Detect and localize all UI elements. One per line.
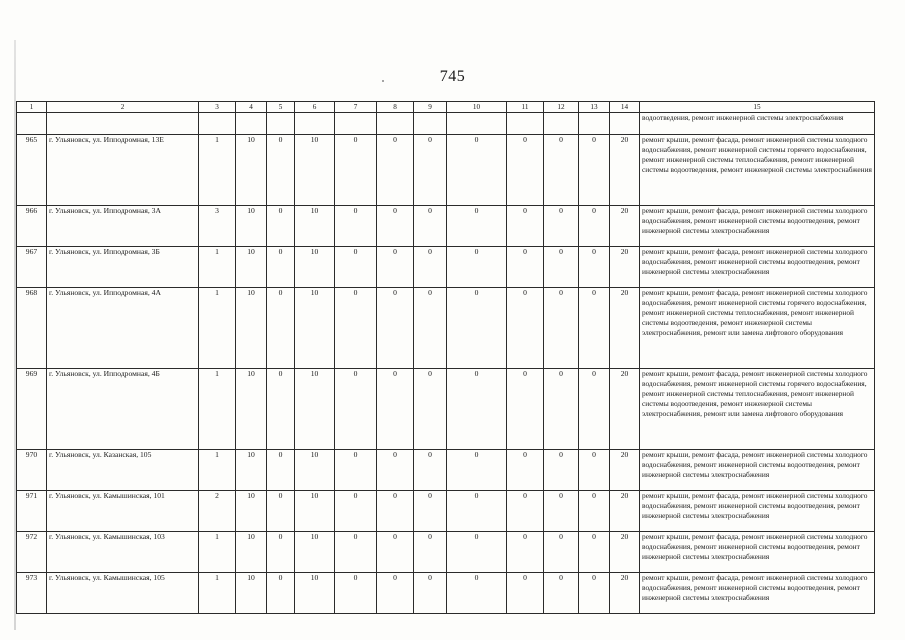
value-cell-c6: 10 xyxy=(295,450,335,491)
header-cell: 2 xyxy=(47,102,199,113)
header-cell: 12 xyxy=(544,102,579,113)
value-cell-c7: 0 xyxy=(335,369,377,450)
value-cell-c7: 0 xyxy=(335,491,377,532)
value-cell-c11: 0 xyxy=(507,369,544,450)
value-cell-c13: 0 xyxy=(579,532,610,573)
works-cell: ремонт крыши, ремонт фасада, ремонт инженерной системы холодного водоснабжения, ремонт инженерной системы водоотведения, ремонт инженерной системы электроснабжения xyxy=(640,573,875,614)
row-number: 968 xyxy=(17,288,47,369)
works-cell: ремонт крыши, ремонт фасада, ремонт инженерной системы холодного водоснабжения, ремонт инженерной системы горячего водоснабжения, ремонт инженерной системы теплоснабжения, ремонт инженерной системы водоотведения, ремонт инженерной системы электроснабжения xyxy=(640,135,875,206)
value-cell-c3: 2 xyxy=(199,491,236,532)
header-cell: 13 xyxy=(579,102,610,113)
value-cell-c11: 0 xyxy=(507,135,544,206)
column-number-header xyxy=(17,102,875,113)
address-cell: г. Ульяновск, ул. Казанская, 105 xyxy=(47,450,199,491)
works-cell: ремонт крыши, ремонт фасада, ремонт инженерной системы холодного водоснабжения, ремонт инженерной системы водоотведения, ремонт инженерной системы электроснабжения xyxy=(640,206,875,247)
works-cell: ремонт крыши, ремонт фасада, ремонт инженерной системы холодного водоснабжения, ремонт инженерной системы водоотведения, ремонт инженерной системы электроснабжения xyxy=(640,450,875,491)
row-number: 972 xyxy=(17,532,47,573)
value-cell-c5: 0 xyxy=(267,491,295,532)
value-cell-c3: 1 xyxy=(199,532,236,573)
value-cell-c4: 10 xyxy=(236,573,267,614)
value-cell-c6: 10 xyxy=(295,135,335,206)
row-number: 973 xyxy=(17,573,47,614)
value-cell-c6: 10 xyxy=(295,206,335,247)
value-cell-c13: 0 xyxy=(579,247,610,288)
value-cell-c5: 0 xyxy=(267,532,295,573)
value-cell-c11: 0 xyxy=(507,288,544,369)
row-number: 971 xyxy=(17,491,47,532)
header-cell: 8 xyxy=(377,102,414,113)
value-cell-c14: 20 xyxy=(610,288,640,369)
value-cell-c12: 0 xyxy=(544,135,579,206)
value-cell-c4: 10 xyxy=(236,206,267,247)
value-cell-c9: 0 xyxy=(414,573,447,614)
value-cell-c13: 0 xyxy=(579,369,610,450)
row-number: 966 xyxy=(17,206,47,247)
header-cell: 10 xyxy=(447,102,507,113)
value-cell-c8: 0 xyxy=(377,573,414,614)
value-cell-c4: 10 xyxy=(236,491,267,532)
value-cell-c13: 0 xyxy=(579,491,610,532)
header-cell: 3 xyxy=(199,102,236,113)
repair-program-table xyxy=(16,101,875,614)
value-cell-c9: 0 xyxy=(414,532,447,573)
value-cell-c9: 0 xyxy=(414,247,447,288)
header-cell: 9 xyxy=(414,102,447,113)
value-cell-c3: 1 xyxy=(199,450,236,491)
value-cell-c10: 0 xyxy=(447,369,507,450)
value-cell-c10: 0 xyxy=(447,491,507,532)
value-cell-c4: 10 xyxy=(236,369,267,450)
value-cell-c11: 0 xyxy=(507,491,544,532)
works-cell: ремонт крыши, ремонт фасада, ремонт инженерной системы холодного водоснабжения, ремонт инженерной системы водоотведения, ремонт инженерной системы электроснабжения xyxy=(640,532,875,573)
row-number: 967 xyxy=(17,247,47,288)
value-cell-c9: 0 xyxy=(414,135,447,206)
value-cell-c14: 20 xyxy=(610,369,640,450)
value-cell-c3: 1 xyxy=(199,573,236,614)
header-cell: 14 xyxy=(610,102,640,113)
value-cell-c6: 10 xyxy=(295,491,335,532)
address-cell: г. Ульяновск, ул. Камышинская, 101 xyxy=(47,491,199,532)
value-cell-c13: 0 xyxy=(579,450,610,491)
value-cell-c4: 10 xyxy=(236,135,267,206)
header-cell: 5 xyxy=(267,102,295,113)
value-cell-c7: 0 xyxy=(335,135,377,206)
header-cell: 15 xyxy=(640,102,875,113)
value-cell-c8: 0 xyxy=(377,206,414,247)
row-number: 969 xyxy=(17,369,47,450)
row-number: 965 xyxy=(17,135,47,206)
value-cell-c12: 0 xyxy=(544,491,579,532)
value-cell-c3: 1 xyxy=(199,135,236,206)
value-cell-c10: 0 xyxy=(447,573,507,614)
value-cell-c12: 0 xyxy=(544,247,579,288)
value-cell-c13: 0 xyxy=(579,135,610,206)
address-cell: г. Ульяновск, ул. Камышинская, 105 xyxy=(47,573,199,614)
works-cell: ремонт крыши, ремонт фасада, ремонт инженерной системы холодного водоснабжения, ремонт инженерной системы водоотведения, ремонт инженерной системы электроснабжения xyxy=(640,491,875,532)
page-number: 745 xyxy=(439,68,466,85)
value-cell-c11: 0 xyxy=(507,532,544,573)
value-cell-c11: 0 xyxy=(507,573,544,614)
value-cell-c13: 0 xyxy=(579,573,610,614)
address-cell: г. Ульяновск, ул. Ипподромная, 3А xyxy=(47,206,199,247)
row-number: 970 xyxy=(17,450,47,491)
value-cell-c5: 0 xyxy=(267,247,295,288)
value-cell-c10: 0 xyxy=(447,450,507,491)
value-cell-c5: 0 xyxy=(267,206,295,247)
table-row xyxy=(17,135,875,206)
value-cell-c7: 0 xyxy=(335,288,377,369)
value-cell-c14: 20 xyxy=(610,206,640,247)
value-cell-c14: 20 xyxy=(610,450,640,491)
value-cell-c12: 0 xyxy=(544,288,579,369)
header-cell: 11 xyxy=(507,102,544,113)
works-cell: ремонт крыши, ремонт фасада, ремонт инженерной системы холодного водоснабжения, ремонт инженерной системы горячего водоснабжения, ремонт инженерной системы теплоснабжения, ремонт инженерной системы водоотведения, ремонт инженерной системы электроснабжения, ремонт или замена лифтового оборудования xyxy=(640,369,875,450)
works-cell: водоотведения, ремонт инженерной системы электроснабжения xyxy=(640,113,875,135)
value-cell-c8: 0 xyxy=(377,288,414,369)
value-cell-c7: 0 xyxy=(335,247,377,288)
value-cell-c4: 10 xyxy=(236,288,267,369)
value-cell-c14: 20 xyxy=(610,491,640,532)
address-cell: г. Ульяновск, ул. Ипподромная, 3Б xyxy=(47,247,199,288)
value-cell-c9: 0 xyxy=(414,206,447,247)
value-cell-c10: 0 xyxy=(447,532,507,573)
table-row xyxy=(17,532,875,573)
value-cell-c7: 0 xyxy=(335,532,377,573)
value-cell-c8: 0 xyxy=(377,532,414,573)
value-cell-c7: 0 xyxy=(335,573,377,614)
value-cell-c12: 0 xyxy=(544,369,579,450)
table-row xyxy=(17,288,875,369)
address-cell: г. Ульяновск, ул. Ипподромная, 13Е xyxy=(47,135,199,206)
value-cell-c4: 10 xyxy=(236,532,267,573)
table-row xyxy=(17,206,875,247)
value-cell-c8: 0 xyxy=(377,135,414,206)
value-cell-c11: 0 xyxy=(507,450,544,491)
scan-speck xyxy=(382,80,384,82)
header-cell: 6 xyxy=(295,102,335,113)
header-cell: 1 xyxy=(17,102,47,113)
value-cell-c6: 10 xyxy=(295,532,335,573)
header-cell: 7 xyxy=(335,102,377,113)
value-cell-c14: 20 xyxy=(610,573,640,614)
value-cell-c10: 0 xyxy=(447,206,507,247)
value-cell-c3: 1 xyxy=(199,247,236,288)
value-cell-c11: 0 xyxy=(507,206,544,247)
table-row xyxy=(17,369,875,450)
table-row xyxy=(17,491,875,532)
value-cell-c7: 0 xyxy=(335,206,377,247)
works-cell: ремонт крыши, ремонт фасада, ремонт инженерной системы холодного водоснабжения, ремонт инженерной системы водоотведения, ремонт инженерной системы электроснабжения xyxy=(640,247,875,288)
works-cell: ремонт крыши, ремонт фасада, ремонт инженерной системы холодного водоснабжения, ремонт инженерной системы горячего водоснабжения, ремонт инженерной системы теплоснабжения, ремонт инженерной системы водоотведения, ремонт инженерной системы электроснабжения, ремонт или замена лифтового оборудования xyxy=(640,288,875,369)
address-cell: г. Ульяновск, ул. Ипподромная, 4А xyxy=(47,288,199,369)
value-cell-c8: 0 xyxy=(377,369,414,450)
value-cell-c7: 0 xyxy=(335,450,377,491)
value-cell-c6: 10 xyxy=(295,369,335,450)
value-cell-c8: 0 xyxy=(377,247,414,288)
table-row xyxy=(17,247,875,288)
table-row xyxy=(17,573,875,614)
value-cell-c6: 10 xyxy=(295,247,335,288)
value-cell-c10: 0 xyxy=(447,247,507,288)
value-cell-c9: 0 xyxy=(414,491,447,532)
address-cell: г. Ульяновск, ул. Камышинская, 103 xyxy=(47,532,199,573)
value-cell-c10: 0 xyxy=(447,288,507,369)
value-cell-c3: 1 xyxy=(199,369,236,450)
value-cell-c4: 10 xyxy=(236,450,267,491)
header-cell: 4 xyxy=(236,102,267,113)
value-cell-c13: 0 xyxy=(579,206,610,247)
value-cell-c3: 1 xyxy=(199,288,236,369)
value-cell-c6: 10 xyxy=(295,573,335,614)
value-cell-c5: 0 xyxy=(267,135,295,206)
value-cell-c9: 0 xyxy=(414,450,447,491)
value-cell-c8: 0 xyxy=(377,491,414,532)
value-cell-c5: 0 xyxy=(267,369,295,450)
value-cell-c6: 10 xyxy=(295,288,335,369)
value-cell-c4: 10 xyxy=(236,247,267,288)
value-cell-c11: 0 xyxy=(507,247,544,288)
value-cell-c14: 20 xyxy=(610,135,640,206)
value-cell-c14: 20 xyxy=(610,532,640,573)
value-cell-c10: 0 xyxy=(447,135,507,206)
address-cell: г. Ульяновск, ул. Ипподромная, 4Б xyxy=(47,369,199,450)
value-cell-c5: 0 xyxy=(267,450,295,491)
value-cell-c5: 0 xyxy=(267,573,295,614)
value-cell-c12: 0 xyxy=(544,206,579,247)
value-cell-c12: 0 xyxy=(544,573,579,614)
table-row xyxy=(17,450,875,491)
value-cell-c12: 0 xyxy=(544,532,579,573)
value-cell-c3: 3 xyxy=(199,206,236,247)
value-cell-c13: 0 xyxy=(579,288,610,369)
continuation-row xyxy=(17,113,875,135)
value-cell-c12: 0 xyxy=(544,450,579,491)
value-cell-c9: 0 xyxy=(414,288,447,369)
value-cell-c9: 0 xyxy=(414,369,447,450)
value-cell-c5: 0 xyxy=(267,288,295,369)
value-cell-c8: 0 xyxy=(377,450,414,491)
value-cell-c14: 20 xyxy=(610,247,640,288)
